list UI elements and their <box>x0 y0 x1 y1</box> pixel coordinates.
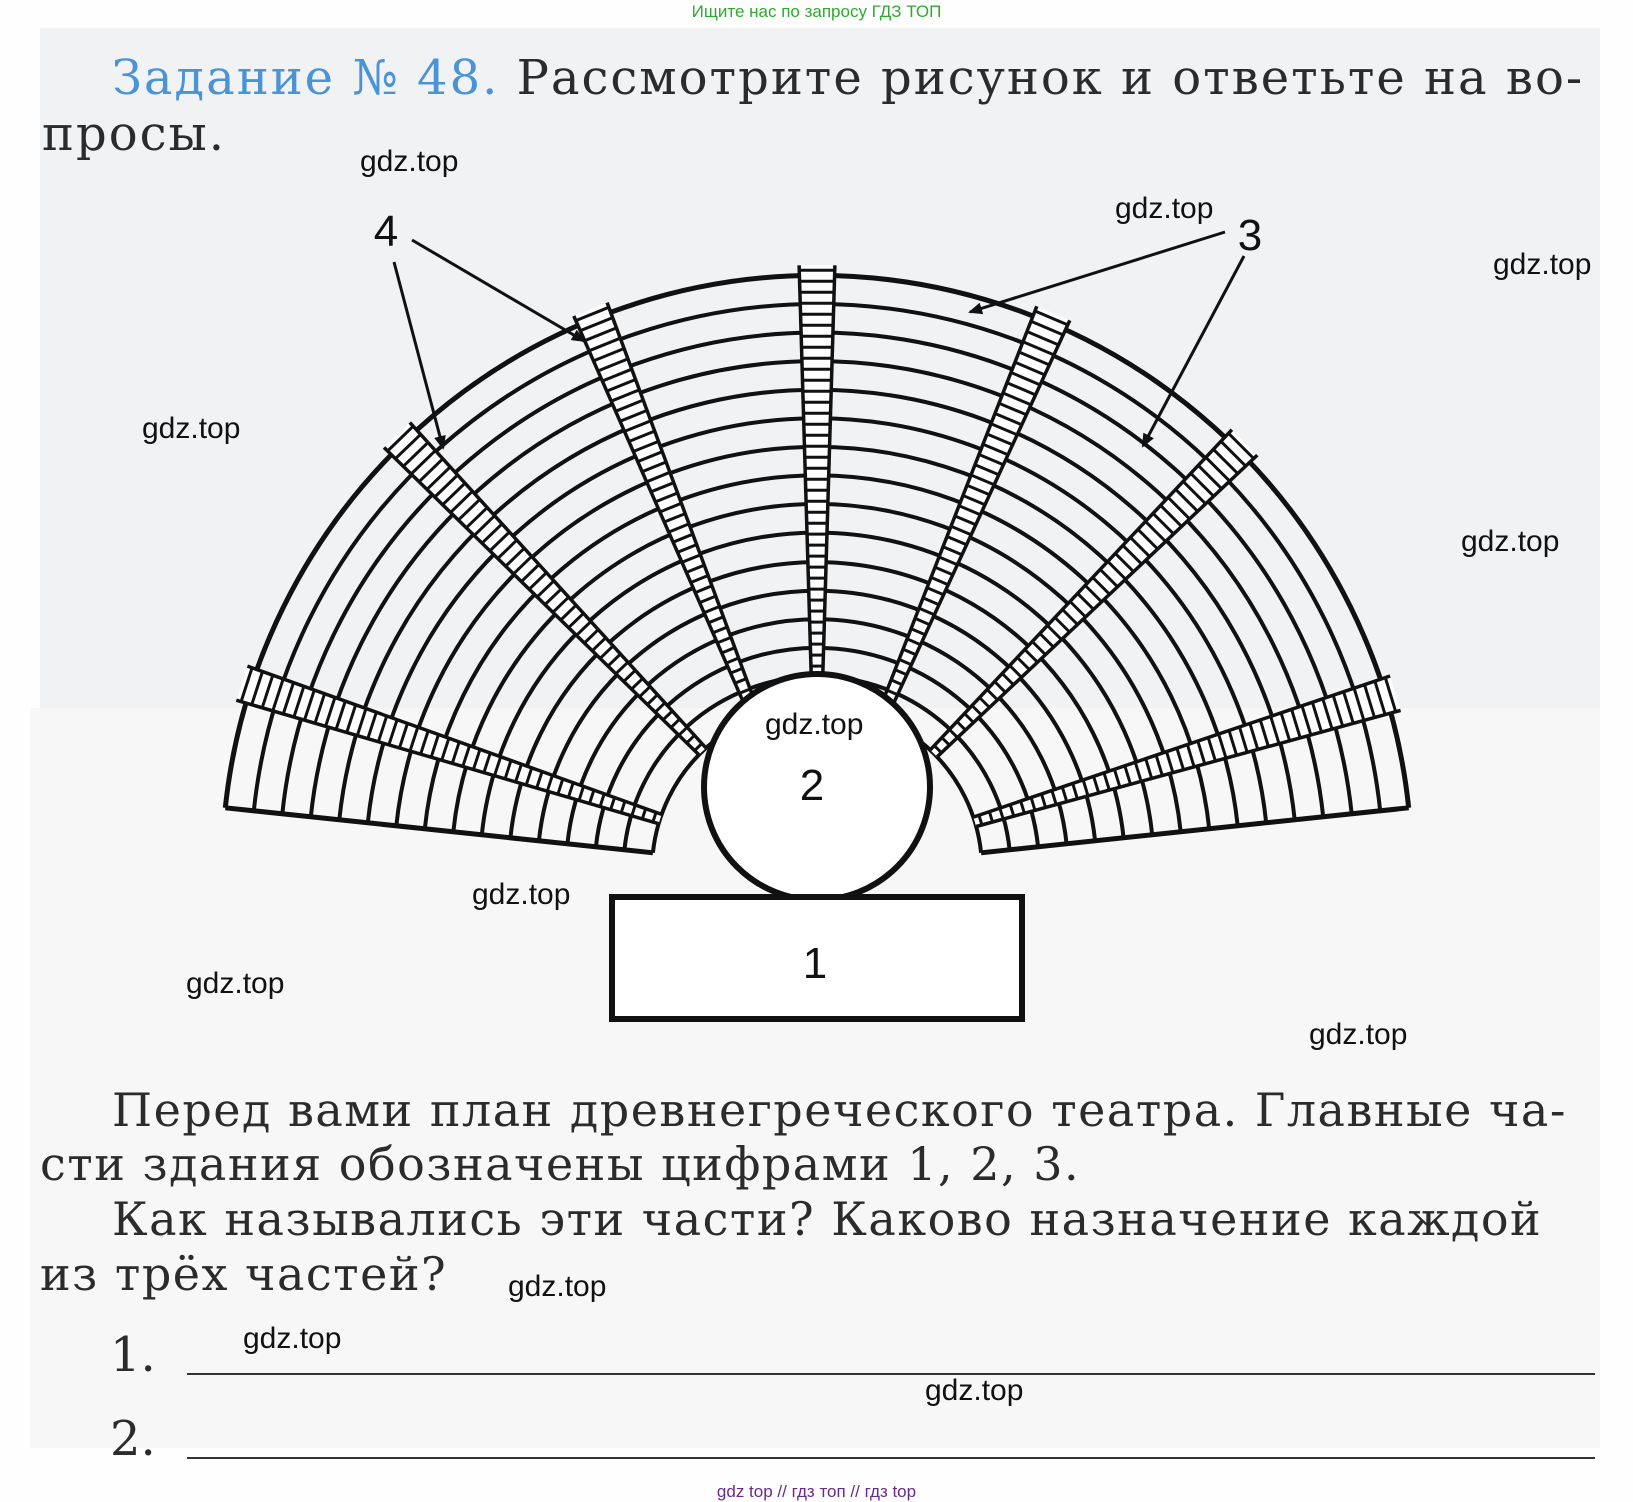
arrow-seats-right <box>1143 256 1244 446</box>
label-stage: 1 <box>802 939 828 988</box>
task-number: Задание № 48. <box>112 50 500 106</box>
watermark: gdz.top <box>1115 192 1214 225</box>
watermark: gdz.top <box>765 708 864 741</box>
watermark: gdz.top <box>472 878 571 911</box>
label-seats: 3 <box>1237 211 1263 260</box>
arrow-seats-top <box>970 232 1225 312</box>
paragraph-2-line-2: из трёх частей? <box>40 1247 448 1301</box>
theatron-edge-right <box>981 808 1409 853</box>
watermark: gdz.top <box>508 1270 607 1303</box>
watermark: gdz.top <box>1461 525 1560 558</box>
watermark: gdz.top <box>1309 1018 1408 1051</box>
top-banner[interactable]: Ищите нас по запросу ГДЗ ТОП <box>691 2 942 21</box>
paragraph-1-line-1: Перед вами план древнегреческого театра. Главные ча- <box>112 1083 1567 1137</box>
answer-number-1: 1. <box>110 1327 156 1383</box>
arrow-aisle-upper <box>412 240 584 341</box>
theatron-edge-left <box>225 808 653 853</box>
label-aisles: 4 <box>373 207 399 256</box>
paragraph-2-line-1: Как назывались эти части? Каково назначение каждой <box>112 1192 1543 1246</box>
answer-number-2: 2. <box>110 1411 156 1467</box>
watermark: gdz.top <box>925 1374 1024 1407</box>
stairway-rail <box>607 303 760 716</box>
watermark: gdz.top <box>243 1322 342 1355</box>
stairway-rail <box>247 666 661 814</box>
watermark: gdz.top <box>186 967 285 1000</box>
bottom-banner[interactable]: gdz top // гдз топ // гдз top <box>716 1482 917 1501</box>
label-orchestra: 2 <box>799 761 825 810</box>
paragraph-1-line-2: сти здания обозначены цифрами 1, 2, 3. <box>40 1137 1081 1191</box>
answer-line-1[interactable] <box>187 1373 1595 1375</box>
stairway-rail <box>976 710 1400 826</box>
task-title-text: Рассмотрите рисунок и ответьте на во- <box>499 50 1585 106</box>
answer-line-2[interactable] <box>187 1457 1595 1459</box>
task-title-continuation: просы. <box>42 106 226 162</box>
arrow-aisle-left <box>394 262 443 448</box>
stairway-rail <box>236 700 658 824</box>
watermark: gdz.top <box>1493 248 1592 281</box>
watermark: gdz.top <box>142 412 241 445</box>
watermark: gdz.top <box>360 145 459 178</box>
